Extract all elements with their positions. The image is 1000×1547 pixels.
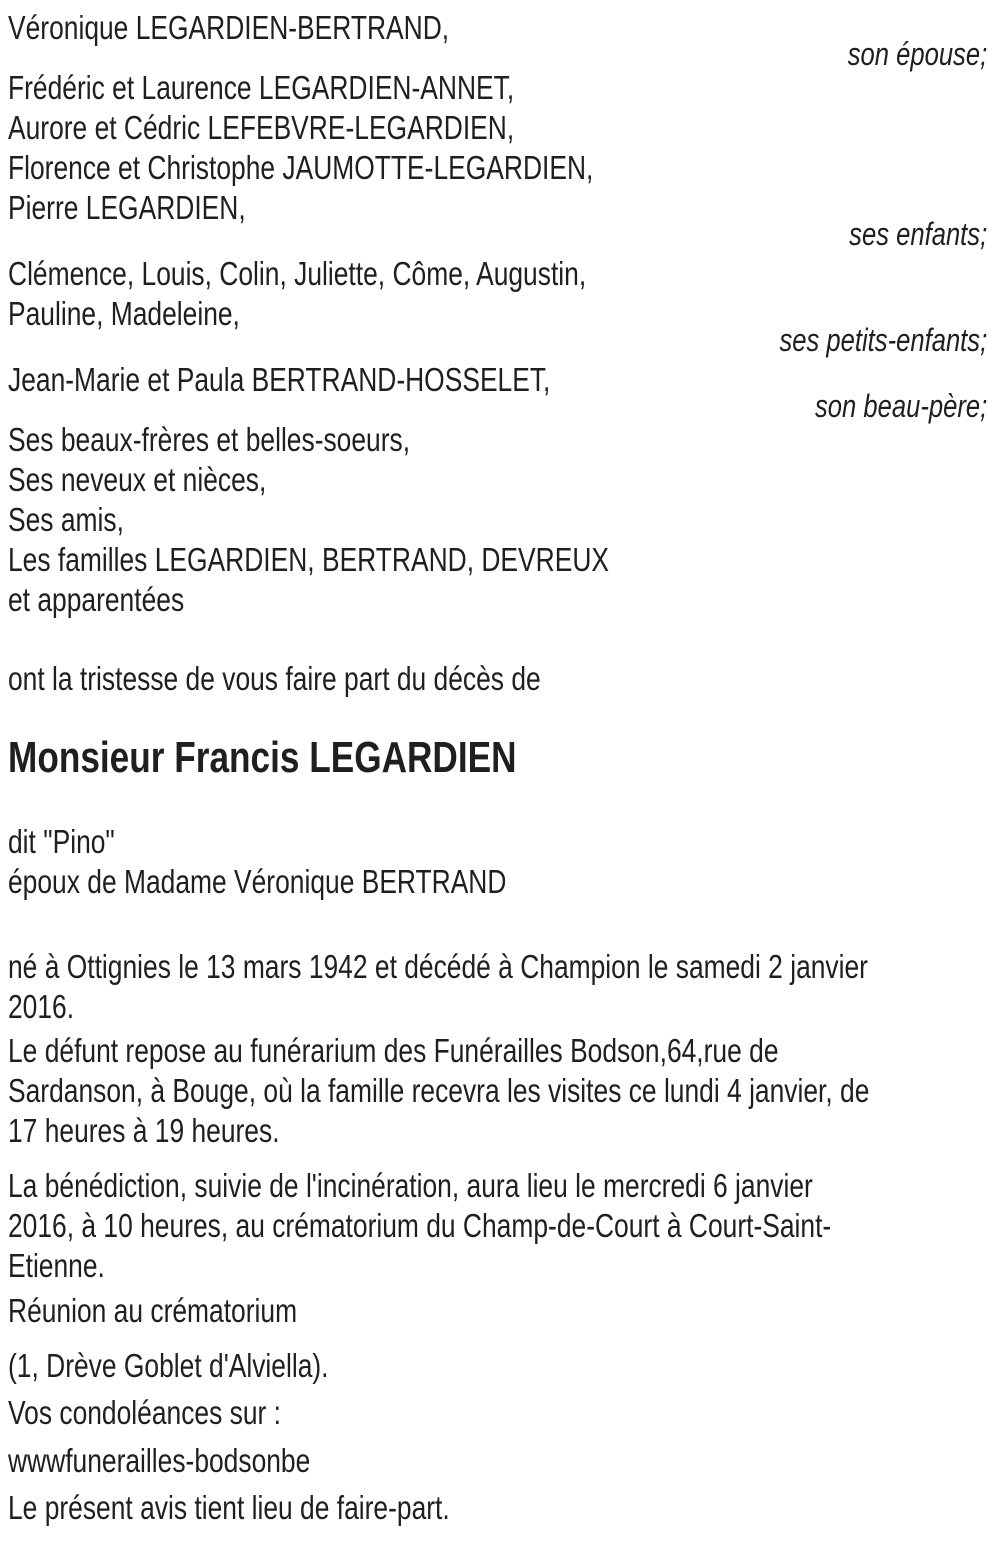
family-name-line: Jean-Marie et Paula BERTRAND-HOSSELET, <box>8 361 551 398</box>
closing-paragraph <box>8 1488 987 1528</box>
family-name-line: Florence et Christophe JAUMOTTE-LEGARDIEN, <box>8 149 594 186</box>
paragraph-line: Sardanson, à Bouge, où la famille recevra les visites ce lundi 4 janvier, de <box>8 1072 870 1109</box>
intro-line: ont la tristesse de vous faire part du décès de <box>8 660 541 697</box>
family-name-line: Les familles LEGARDIEN, BERTRAND, DEVREUX <box>8 541 609 578</box>
family-name-line: Ses amis, <box>8 501 124 538</box>
website-text: wwwfunerailles-bodsonbe <box>8 1442 311 1479</box>
family-name-line: Frédéric et Laurence LEGARDIEN-ANNET, <box>8 69 515 106</box>
identity-block <box>8 822 987 902</box>
family-name-line: Aurore et Cédric LEFEBVRE-LEGARDIEN, <box>8 109 515 146</box>
relation-label-grandchildren: ses petits-enfants; <box>779 322 988 358</box>
paragraph-line: Vos condoléances sur : <box>8 1394 281 1431</box>
family-name-line: Véronique LEGARDIEN-BERTRAND, <box>8 9 450 46</box>
paragraph-line: Le défunt repose au funérarium des Funérailles Bodson,64,rue de <box>8 1032 779 1069</box>
family-group-extended <box>8 420 987 620</box>
paragraph-line: Le présent avis tient lieu de faire-part. <box>8 1489 450 1526</box>
family-group-children <box>8 68 988 252</box>
family-name-line: Ses neveux et nièces, <box>8 461 267 498</box>
family-group-spouse <box>8 8 988 72</box>
paragraph-line: né à Ottignies le 13 mars 1942 et décédé à Champion le samedi 2 janvier <box>8 948 868 985</box>
website-paragraph <box>8 1441 987 1481</box>
relation-label-children: ses enfants; <box>849 216 988 252</box>
repose-paragraph <box>8 1031 987 1151</box>
paragraph-line: (1, Drève Goblet d'Alviella). <box>8 1347 329 1384</box>
nickname-line: dit "Pino" <box>8 823 115 860</box>
benediction-paragraph <box>8 1166 987 1286</box>
family-name-line: Ses beaux-frères et belles-soeurs, <box>8 421 411 458</box>
paragraph-line: 17 heures à 19 heures. <box>8 1112 280 1149</box>
birth-death-paragraph <box>8 947 987 1027</box>
relation-label-spouse: son épouse; <box>847 36 988 72</box>
family-group-grandchildren <box>8 254 988 358</box>
relation-label-father-in-law: son beau-père; <box>814 388 988 424</box>
spouse-line: époux de Madame Véronique BERTRAND <box>8 863 507 900</box>
paragraph-line: Réunion au crématorium <box>8 1292 298 1329</box>
deceased-name-title: Monsieur Francis LEGARDIEN <box>8 733 517 782</box>
paragraph-line: 2016. <box>8 988 75 1025</box>
paragraph-line: 2016, à 10 heures, au crématorium du Champ-de-Court à Court-Saint- <box>8 1207 832 1244</box>
condolences-paragraph <box>8 1393 987 1433</box>
reunion-paragraph <box>8 1291 987 1331</box>
family-name-line: Pauline, Madeleine, <box>8 295 240 332</box>
family-group-father-in-law <box>8 360 988 424</box>
family-name-line: Clémence, Louis, Colin, Juliette, Côme, Augustin, <box>8 255 587 292</box>
paragraph-line: Etienne. <box>8 1247 105 1284</box>
family-name-line: et apparentées <box>8 581 185 618</box>
paragraph-line: La bénédiction, suivie de l'incinération, aura lieu le mercredi 6 janvier <box>8 1167 813 1204</box>
family-name-line: Pierre LEGARDIEN, <box>8 189 246 226</box>
address-paragraph <box>8 1346 987 1386</box>
